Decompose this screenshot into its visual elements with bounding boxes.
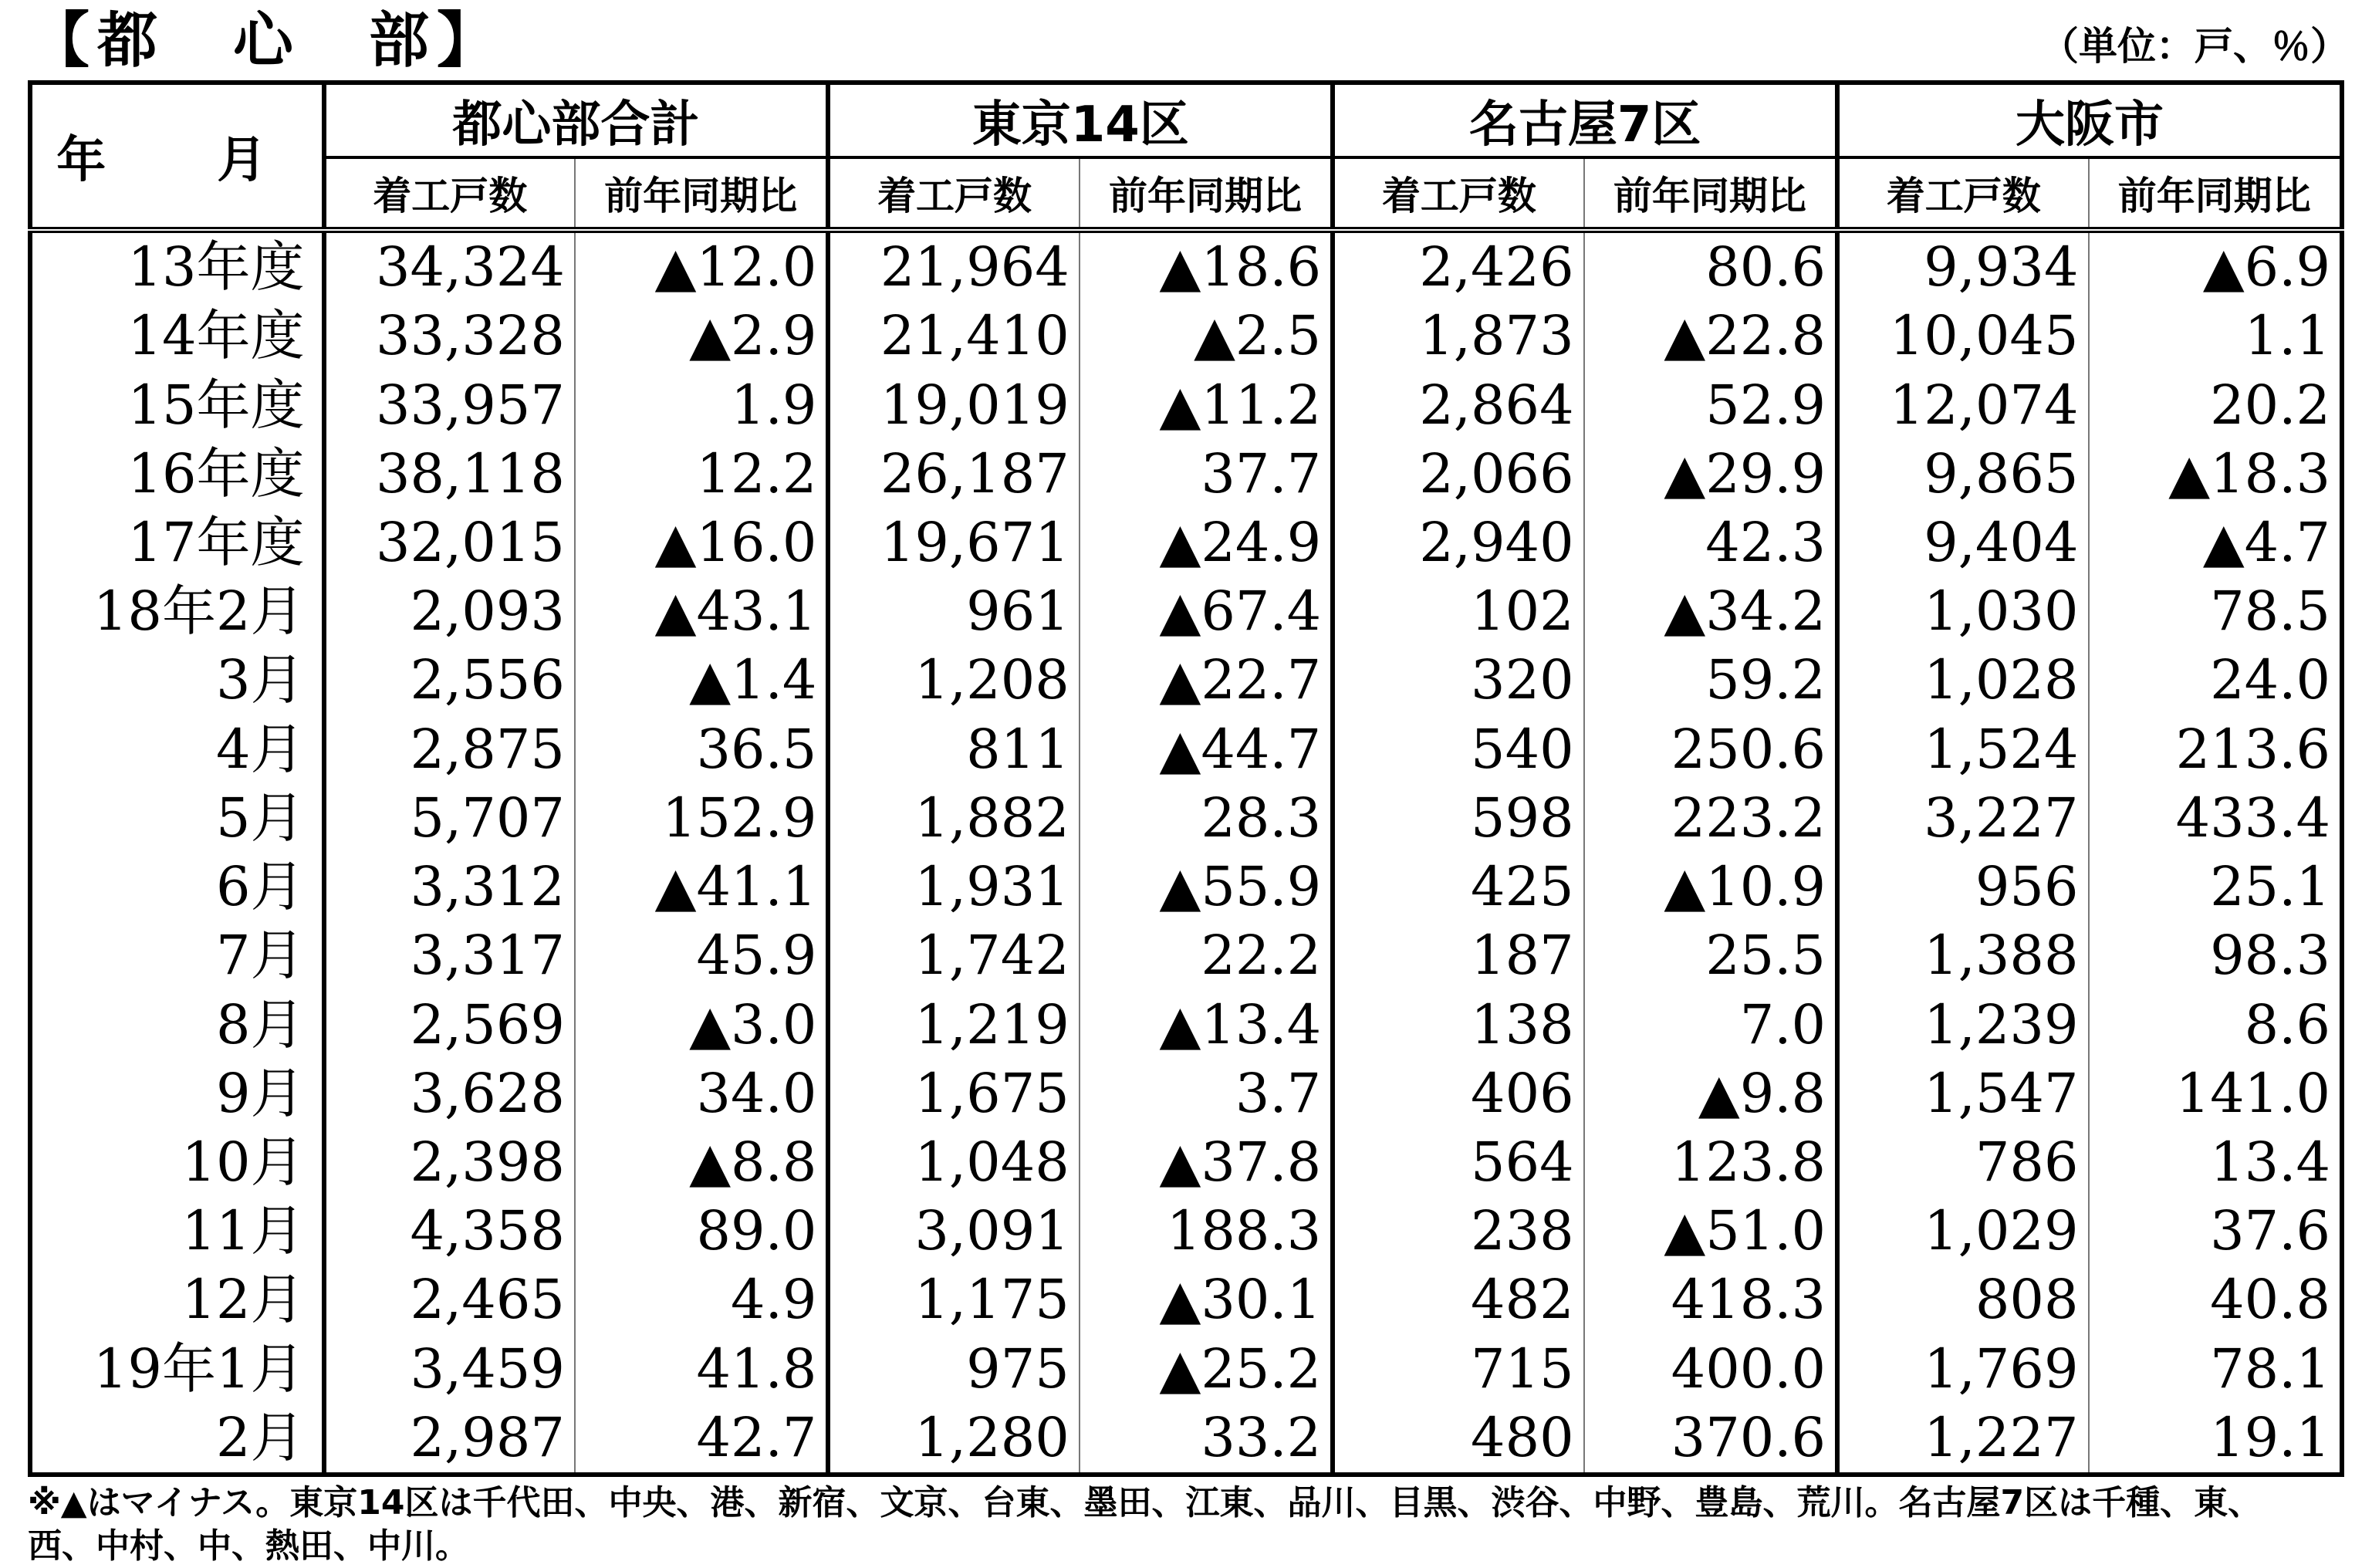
cell-yoy: 152.9 <box>575 784 828 853</box>
unit-note: （単位：戸、％） <box>2040 24 2349 69</box>
cell-yoy: ▲12.0 <box>575 230 828 302</box>
housing-starts-table <box>28 80 2344 1477</box>
header-year-month: 年 月 <box>30 83 324 230</box>
cell-starts: 715 <box>1333 1335 1583 1404</box>
row-label: 8月 <box>30 990 324 1059</box>
header-starts: 着工戸数 <box>1333 157 1583 230</box>
header-group-total: 都心部合計 <box>324 83 829 157</box>
cell-yoy: ▲6.9 <box>2202 235 2330 299</box>
cell-starts: 2,093 <box>324 577 575 646</box>
header-yoy: 前年同期比 <box>1584 157 1837 230</box>
cell-yoy: ▲16.0 <box>575 509 828 577</box>
cell-yoy: 42.3 <box>1584 509 1837 577</box>
cell-yoy: 123.8 <box>1584 1128 1837 1197</box>
row-label: 12月 <box>30 1266 324 1334</box>
cell-yoy: ▲3.0 <box>575 990 828 1059</box>
cell-yoy: 3.7 <box>1080 1059 1333 1128</box>
cell-yoy: ▲67.4 <box>1080 577 1333 646</box>
cell-yoy: 45.9 <box>575 921 828 990</box>
page-title: 【都 心 部】 <box>29 6 505 76</box>
cell-starts: 33,328 <box>324 302 575 370</box>
header-row-groups <box>30 83 2342 157</box>
cell-starts: 21,410 <box>828 302 1079 370</box>
cell-starts: 975 <box>828 1335 1079 1404</box>
cell-starts: 961 <box>828 577 1079 646</box>
footnote: ※▲はマイナス。東京14区は千代田、中央、港、新宿、文京、台東、墨田、江東、品川、目黒、渋谷、中野、豊島、荒川。名古屋7区は千種、東、西、中村、中、熱田、中川。 <box>28 1483 2262 1566</box>
cell-yoy: 223.2 <box>1584 784 1837 853</box>
cell-yoy: ▲1.4 <box>575 646 828 715</box>
table-row <box>30 646 2342 715</box>
cell-starts: 1,931 <box>828 853 1079 921</box>
cell-yoy: ▲55.9 <box>1080 853 1333 921</box>
cell-yoy: 80.6 <box>1584 230 1837 302</box>
cell-starts: 1,048 <box>828 1128 1079 1197</box>
cell-starts: 786 <box>1837 1128 2088 1197</box>
row-label: 5月 <box>30 784 324 853</box>
cell-starts: 187 <box>1333 921 1583 990</box>
cell-yoy: 7.0 <box>1584 990 1837 1059</box>
row-label: 11月 <box>30 1197 324 1266</box>
cell-starts: 3,317 <box>324 921 575 990</box>
cell-yoy: ▲30.1 <box>1080 1266 1333 1334</box>
table-row <box>30 302 2342 370</box>
cell-starts: 598 <box>1333 784 1583 853</box>
cell-starts: 811 <box>828 715 1079 784</box>
header-group-nagoya: 名古屋7区 <box>1333 83 1837 157</box>
cell-starts: 4,358 <box>324 1197 575 1266</box>
cell-starts: 1,742 <box>828 921 1079 990</box>
header-group-osaka: 大阪市 <box>1837 83 2342 157</box>
cell-yoy: ▲11.2 <box>1080 370 1333 439</box>
cell-yoy: ▲51.0 <box>1584 1197 1837 1266</box>
cell-yoy: ▲18.6 <box>1080 230 1333 302</box>
cell-yoy: ▲43.1 <box>575 577 828 646</box>
header-row-sub <box>30 157 2342 230</box>
cell-yoy: ▲44.7 <box>1080 715 1333 784</box>
table-row <box>30 853 2342 921</box>
header-starts: 着工戸数 <box>1837 157 2088 230</box>
cell-yoy: 22.2 <box>1080 921 1333 990</box>
cell-starts: 1,029 <box>1837 1197 2088 1266</box>
header-yoy: 前年同期比 <box>1080 157 1333 230</box>
table-row <box>30 921 2342 990</box>
cell-yoy: 25.5 <box>1584 921 1837 990</box>
cell-starts: 2,940 <box>1333 509 1583 577</box>
cell-starts: 1,882 <box>828 784 1079 853</box>
row-label: 10月 <box>30 1128 324 1197</box>
cell-starts: 1,028 <box>1837 646 2088 715</box>
cell-yoy: ▲10.9 <box>1584 853 1837 921</box>
cell-yoy: 41.8 <box>575 1335 828 1404</box>
cell-yoy: ▲41.1 <box>575 853 828 921</box>
header-yoy: 前年同期比 <box>575 157 828 230</box>
cell-yoy: 19.1 <box>2210 1405 2330 1469</box>
cell-starts: 1,175 <box>828 1266 1079 1334</box>
cell-yoy: 52.9 <box>1584 370 1837 439</box>
cell-starts: 406 <box>1333 1059 1583 1128</box>
row-label: 15年度 <box>30 370 324 439</box>
cell-starts: 2,875 <box>324 715 575 784</box>
cell-starts: 2,864 <box>1333 370 1583 439</box>
cell-yoy: ▲18.3 <box>2168 441 2330 505</box>
row-label: 3月 <box>30 646 324 715</box>
cell-starts: 480 <box>1333 1404 1583 1475</box>
cell-yoy: 1.1 <box>2244 304 2330 368</box>
cell-starts: 1,227 <box>1837 1404 2088 1475</box>
cell-starts: 808 <box>1837 1266 2088 1334</box>
cell-starts: 1,675 <box>828 1059 1079 1128</box>
cell-yoy: 418.3 <box>1584 1266 1837 1334</box>
cell-yoy: 98.3 <box>2210 924 2330 988</box>
cell-starts: 9,404 <box>1837 509 2088 577</box>
cell-starts: 19,019 <box>828 370 1079 439</box>
cell-starts: 10,045 <box>1837 302 2088 370</box>
cell-starts: 38,118 <box>324 440 575 509</box>
cell-yoy: ▲8.8 <box>575 1128 828 1197</box>
table-row <box>30 784 2342 853</box>
cell-yoy: 89.0 <box>575 1197 828 1266</box>
row-label: 9月 <box>30 1059 324 1128</box>
cell-yoy: ▲24.9 <box>1080 509 1333 577</box>
cell-starts: 425 <box>1333 853 1583 921</box>
header-starts: 着工戸数 <box>828 157 1079 230</box>
cell-yoy: 188.3 <box>1080 1197 1333 1266</box>
cell-yoy: 36.5 <box>575 715 828 784</box>
cell-starts: 3,091 <box>828 1197 1079 1266</box>
row-label: 7月 <box>30 921 324 990</box>
cell-yoy: 33.2 <box>1080 1404 1333 1475</box>
row-label: 6月 <box>30 853 324 921</box>
cell-yoy: ▲22.8 <box>1584 302 1837 370</box>
cell-yoy: 37.6 <box>2210 1199 2330 1263</box>
cell-starts: 9,865 <box>1837 440 2088 509</box>
cell-starts: 12,074 <box>1837 370 2088 439</box>
cell-starts: 33,957 <box>324 370 575 439</box>
cell-starts: 564 <box>1333 1128 1583 1197</box>
cell-starts: 238 <box>1333 1197 1583 1266</box>
cell-yoy: ▲4.7 <box>2202 510 2330 574</box>
cell-yoy: 40.8 <box>2210 1268 2330 1332</box>
cell-yoy: ▲29.9 <box>1584 440 1837 509</box>
cell-starts: 138 <box>1333 990 1583 1059</box>
cell-starts: 34,324 <box>324 230 575 302</box>
cell-yoy: 8.6 <box>2244 992 2330 1056</box>
cell-starts: 1,239 <box>1837 990 2088 1059</box>
cell-starts: 1,030 <box>1837 577 2088 646</box>
cell-starts: 2,426 <box>1333 230 1583 302</box>
cell-starts: 956 <box>1837 853 2088 921</box>
cell-starts: 1,219 <box>828 990 1079 1059</box>
cell-starts: 1,547 <box>1837 1059 2088 1128</box>
cell-starts: 2,465 <box>324 1266 575 1334</box>
cell-starts: 3,459 <box>324 1335 575 1404</box>
cell-starts: 1,524 <box>1837 715 2088 784</box>
cell-starts: 2,556 <box>324 646 575 715</box>
cell-starts: 1,280 <box>828 1404 1079 1475</box>
table-body <box>30 230 2342 1475</box>
cell-starts: 26,187 <box>828 440 1079 509</box>
table-row <box>30 1335 2342 1404</box>
cell-starts: 540 <box>1333 715 1583 784</box>
row-label: 19年1月 <box>30 1335 324 1404</box>
table-row <box>30 1197 2342 1266</box>
row-label: 2月 <box>30 1404 324 1475</box>
cell-starts: 3,227 <box>1837 784 2088 853</box>
cell-starts: 3,628 <box>324 1059 575 1128</box>
cell-starts: 21,964 <box>828 230 1079 302</box>
cell-yoy: ▲37.8 <box>1080 1128 1333 1197</box>
cell-starts: 1,208 <box>828 646 1079 715</box>
row-label: 16年度 <box>30 440 324 509</box>
cell-yoy: 1.9 <box>575 370 828 439</box>
cell-yoy: 25.1 <box>2210 855 2330 919</box>
header-yoy: 前年同期比 <box>2089 157 2343 230</box>
table-row <box>30 990 2342 1059</box>
cell-starts: 2,066 <box>1333 440 1583 509</box>
cell-yoy: ▲2.5 <box>1080 302 1333 370</box>
cell-yoy: 24.0 <box>2210 648 2330 712</box>
cell-starts: 2,569 <box>324 990 575 1059</box>
cell-starts: 320 <box>1333 646 1583 715</box>
cell-starts: 32,015 <box>324 509 575 577</box>
cell-yoy: 370.6 <box>1584 1404 1837 1475</box>
table-row <box>30 715 2342 784</box>
cell-starts: 1,873 <box>1333 302 1583 370</box>
cell-yoy: ▲25.2 <box>1080 1335 1333 1404</box>
header-group-tokyo: 東京14区 <box>828 83 1333 157</box>
row-label: 4月 <box>30 715 324 784</box>
table-row <box>30 370 2342 439</box>
table-row <box>30 1059 2342 1128</box>
table-row <box>30 440 2342 509</box>
header-starts: 着工戸数 <box>324 157 575 230</box>
cell-yoy: 78.1 <box>2210 1337 2330 1401</box>
cell-yoy: 433.4 <box>2175 786 2330 850</box>
row-label: 18年2月 <box>30 577 324 646</box>
cell-yoy: 4.9 <box>575 1266 828 1334</box>
cell-yoy: 400.0 <box>1584 1335 1837 1404</box>
cell-starts: 1,769 <box>1837 1335 2088 1404</box>
table-row <box>30 577 2342 646</box>
cell-yoy: 213.6 <box>2175 717 2330 781</box>
row-label: 17年度 <box>30 509 324 577</box>
table-row <box>30 1404 2342 1475</box>
cell-yoy: 141.0 <box>2175 1061 2330 1125</box>
cell-yoy: ▲13.4 <box>1080 990 1333 1059</box>
cell-yoy: 37.7 <box>1080 440 1333 509</box>
cell-yoy: 59.2 <box>1584 646 1837 715</box>
cell-yoy: 20.2 <box>2210 373 2330 437</box>
cell-yoy: 250.6 <box>1584 715 1837 784</box>
cell-starts: 5,707 <box>324 784 575 853</box>
cell-yoy: 42.7 <box>575 1404 828 1475</box>
cell-yoy: 28.3 <box>1080 784 1333 853</box>
cell-yoy: 13.4 <box>2210 1130 2330 1194</box>
row-label: 13年度 <box>30 230 324 302</box>
cell-starts: 19,671 <box>828 509 1079 577</box>
cell-yoy: 34.0 <box>575 1059 828 1128</box>
cell-starts: 2,398 <box>324 1128 575 1197</box>
cell-starts: 102 <box>1333 577 1583 646</box>
cell-starts: 2,987 <box>324 1404 575 1475</box>
cell-yoy: ▲9.8 <box>1584 1059 1837 1128</box>
row-label: 14年度 <box>30 302 324 370</box>
cell-starts: 1,388 <box>1837 921 2088 990</box>
table-row <box>30 1266 2342 1334</box>
cell-starts: 9,934 <box>1837 230 2088 302</box>
cell-starts: 482 <box>1333 1266 1583 1334</box>
cell-starts: 3,312 <box>324 853 575 921</box>
cell-yoy: ▲22.7 <box>1080 646 1333 715</box>
cell-yoy: 12.2 <box>575 440 828 509</box>
table-row <box>30 1128 2342 1197</box>
cell-yoy: ▲2.9 <box>575 302 828 370</box>
table-row <box>30 509 2342 577</box>
cell-yoy: 78.5 <box>2210 580 2330 644</box>
table-row <box>30 230 2342 302</box>
cell-yoy: ▲34.2 <box>1584 577 1837 646</box>
